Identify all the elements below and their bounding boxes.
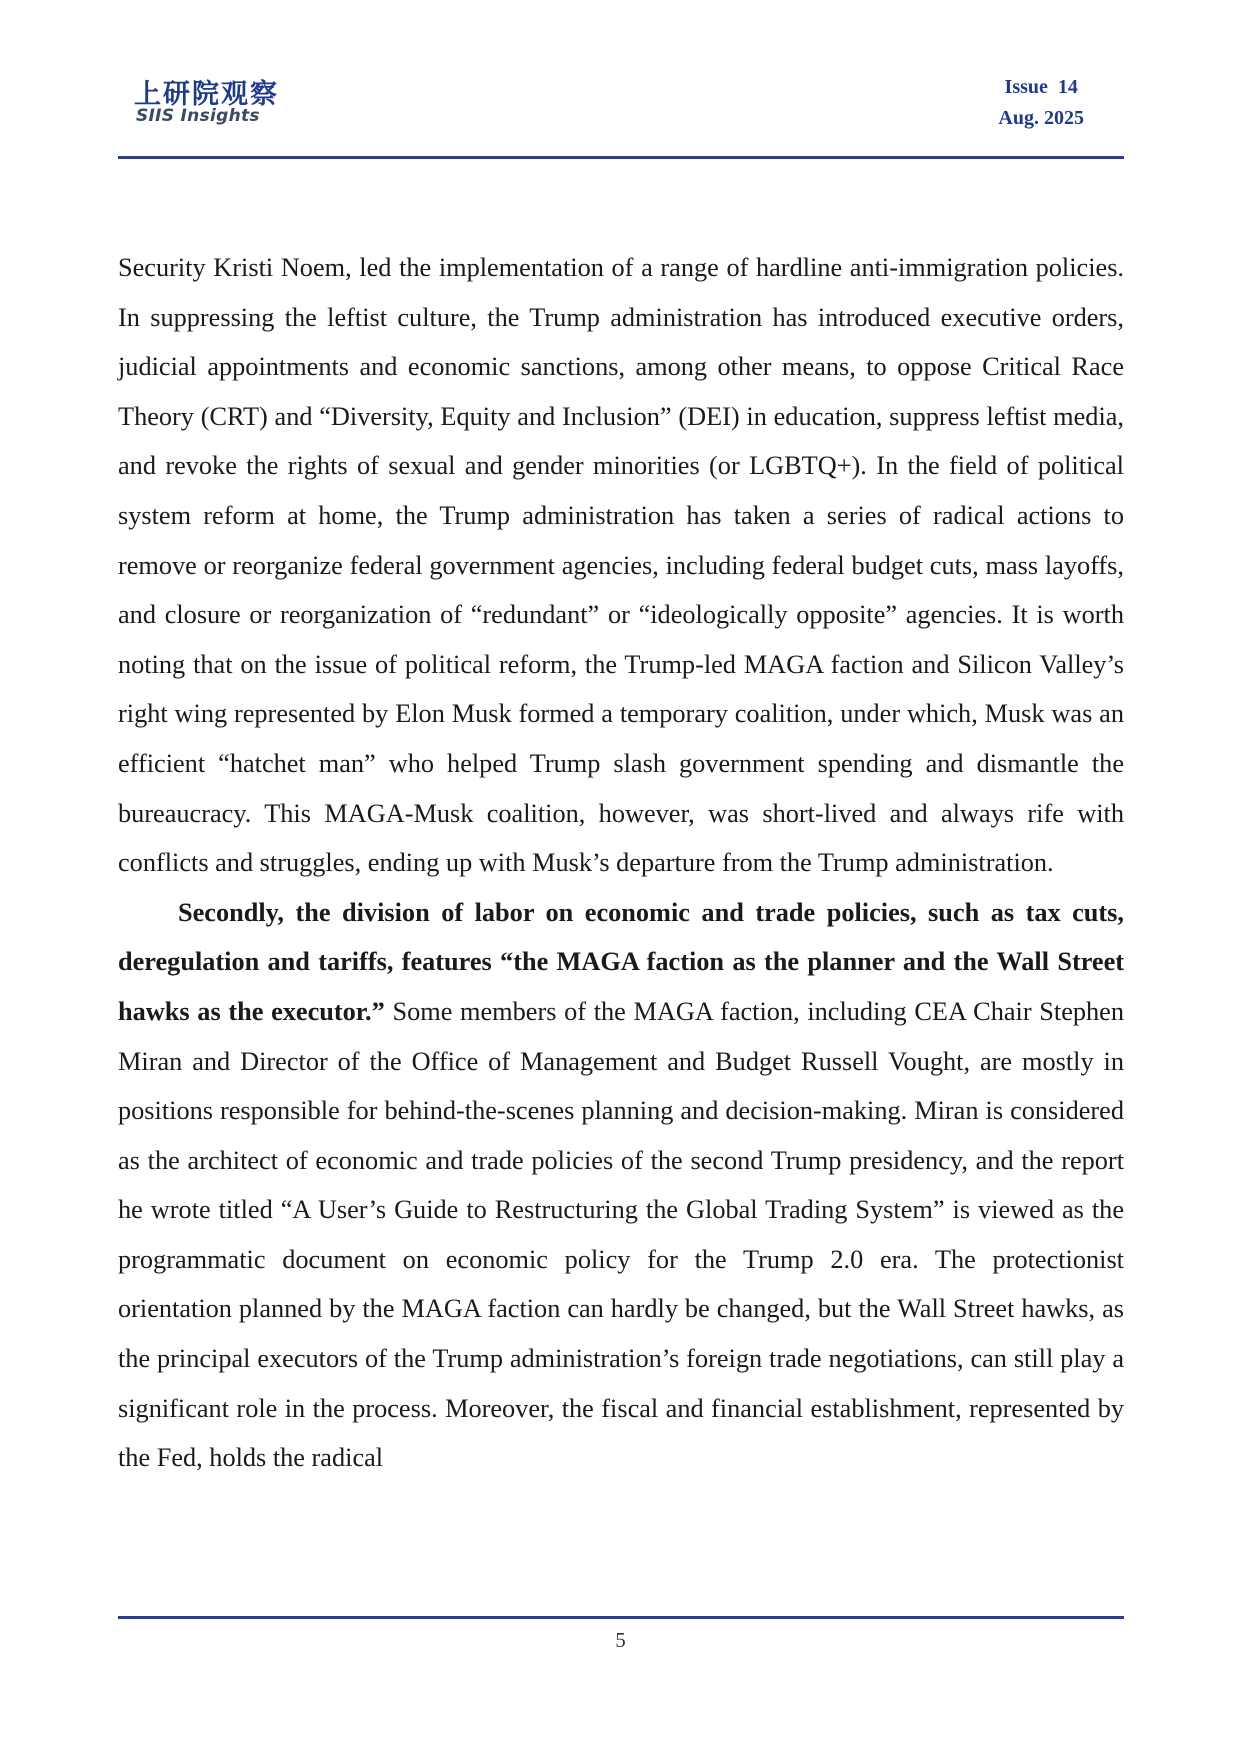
logo-english: SIIS Insights — [136, 106, 260, 126]
issue-date: Aug. 2025 — [998, 107, 1084, 129]
article-body — [118, 243, 1124, 1483]
issue-info — [998, 72, 1084, 134]
issue-number: Issue 14 — [1004, 76, 1078, 98]
footer-divider — [118, 1616, 1124, 1619]
paragraph-2 — [118, 888, 1124, 1483]
header-divider — [118, 156, 1124, 159]
logo-chinese: 上研院观察 — [134, 79, 279, 110]
page-number: 5 — [615, 1628, 626, 1652]
paragraph-2-bold-lead: Secondly, the division of labor on economic and trade policies, such as tax cuts, deregulation and tariffs, features “the MAGA faction as the planner and the Wall Street hawks as the executor.” — [118, 897, 1124, 1026]
paragraph-1: Security Kristi Noem, led the implementation of a range of hardline anti-immigration policies. In suppressing the leftist culture, the Trump administration has introduced executive orders, judicial appointments and economic sanctions, among other means, to oppose Critical Race Theory (CRT) and “Diversity, Equity and Inclusion” (DEI) in education, suppress leftist media, and revoke the rights of sexual and gender minorities (or LGBTQ+). In the field of political system reform at home, the Trump administration has taken a series of radical actions to remove or reorganize federal government agencies, including federal budget cuts, mass layoffs, and closure or reorganization of “redundant” or “ideologically opposite” agencies. It is worth noting that on the issue of political reform, the Trump-led MAGA faction and Silicon Valley’s right wing represented by Elon Musk formed a temporary coalition, under which, Musk was an efficient “hatchet man” who helped Trump slash government spending and dismantle the bureaucracy. This MAGA-Musk coalition, however, was short-lived and always rife with conflicts and struggles, ending up with Musk’s departure from the Trump administration. — [118, 253, 1124, 878]
paragraph-2-text: Some members of the MAGA faction, including CEA Chair Stephen Miran and Director of the Office of Management and Budget Russell Vought, are mostly in positions responsible for behind-the-scenes planning and decision-making. Miran is considered as the architect of economic and trade policies of the second Trump presidency, and the report he wrote titled “A User’s Guide to Restructuring the Global Trading System” is viewed as the programmatic document on economic policy for the Trump 2.0 era. The protectionist orientation planned by the MAGA faction can hardly be changed, but the Wall Street hawks, as the principal executors of the Trump administration’s foreign trade negotiations, can still play a significant role in the process. Moreover, the fiscal and financial establishment, represented by the Fed, holds the radical — [118, 996, 1124, 1473]
page-header — [118, 68, 1124, 158]
